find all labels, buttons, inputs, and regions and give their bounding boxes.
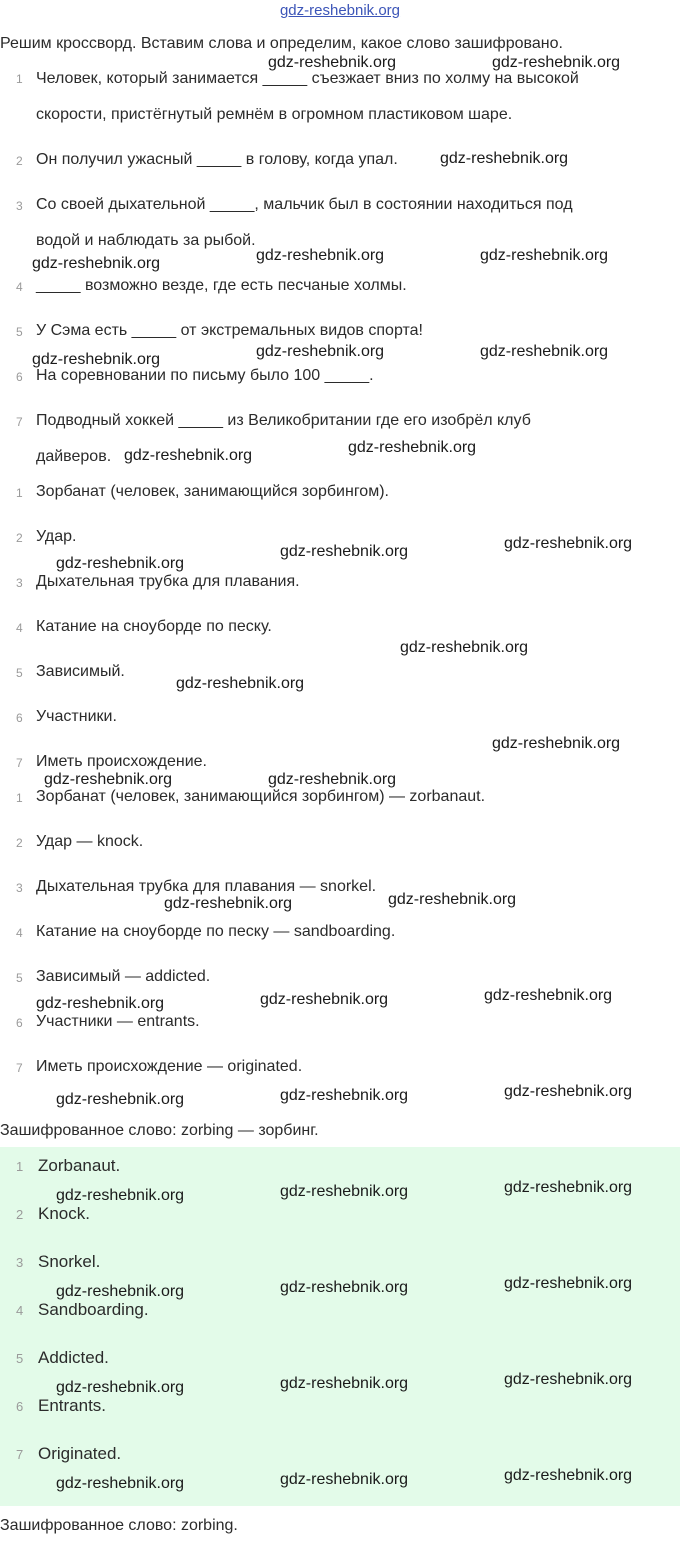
watermark: gdz-reshebnik.org xyxy=(260,991,389,1008)
watermark: gdz-reshebnik.org xyxy=(124,447,253,464)
item-number: 2 xyxy=(16,531,23,545)
item-text: Knock. xyxy=(38,1204,90,1223)
item-text: Участники. xyxy=(36,708,117,725)
watermark: gdz-reshebnik.org xyxy=(440,150,569,167)
watermark: gdz-reshebnik.org xyxy=(56,1187,185,1204)
watermark: gdz-reshebnik.org xyxy=(164,895,293,912)
watermark: gdz-reshebnik.org xyxy=(268,771,397,788)
watermark: gdz-reshebnik.org xyxy=(280,1471,409,1488)
item-text: Он получил ужасный _____ в голову, когда упал. xyxy=(36,151,398,168)
watermark: gdz-reshebnik.org xyxy=(480,247,609,264)
item-number: 5 xyxy=(16,666,23,680)
watermark: gdz-reshebnik.org xyxy=(492,735,621,752)
item-text: Удар — knock. xyxy=(36,833,144,850)
encoded-word: Зашифрованное слово: zorbing — зорбинг. xyxy=(0,1122,319,1139)
item-number: 1 xyxy=(16,486,23,500)
item-number: 2 xyxy=(16,836,23,850)
item-text: У Сэма есть _____ от экстремальных видов спорта! xyxy=(36,322,423,339)
item-number: 6 xyxy=(16,1016,23,1030)
item-number: 6 xyxy=(16,711,23,725)
item-text: Sandboarding. xyxy=(38,1300,149,1319)
item-number: 6 xyxy=(16,1399,24,1414)
watermark: gdz-reshebnik.org xyxy=(504,1467,633,1484)
watermark: gdz-reshebnik.org xyxy=(492,54,621,71)
item-text: Зависимый. xyxy=(36,663,125,680)
item-text: Подводный хоккей _____ из Великобритании где его изобрёл клуб xyxy=(36,412,531,429)
item-number: 7 xyxy=(16,1447,24,1462)
watermark: gdz-reshebnik.org xyxy=(504,1371,633,1388)
item-number: 1 xyxy=(16,1159,24,1174)
watermark: gdz-reshebnik.org xyxy=(56,1379,185,1396)
item-text: Дыхательная трубка для плавания — snorkel. xyxy=(36,878,377,895)
watermark: gdz-reshebnik.org xyxy=(400,639,529,656)
watermark: gdz-reshebnik.org xyxy=(280,1087,409,1104)
site-link[interactable]: gdz-reshebnik.org xyxy=(279,2,401,19)
item-number: 3 xyxy=(16,1255,24,1270)
item-number: 4 xyxy=(16,621,23,635)
item-number: 3 xyxy=(16,199,23,213)
watermark: gdz-reshebnik.org xyxy=(32,255,161,272)
item-text: Катание на сноуборде по песку — sandboarding. xyxy=(36,923,396,940)
watermark: gdz-reshebnik.org xyxy=(348,439,477,456)
item-number: 5 xyxy=(16,1351,24,1366)
item-number: 4 xyxy=(16,1303,24,1318)
item-number: 1 xyxy=(16,791,23,805)
item-number: 2 xyxy=(16,1207,24,1222)
item-text: _____ возможно везде, где есть песчаные холмы. xyxy=(36,277,407,294)
item-number: 2 xyxy=(16,154,23,168)
item-number: 3 xyxy=(16,576,23,590)
item-text: Zorbanaut. xyxy=(38,1156,121,1175)
watermark: gdz-reshebnik.org xyxy=(480,343,609,360)
watermark: gdz-reshebnik.org xyxy=(504,1083,633,1100)
item-text: скорости, пристёгнутый ремнём в огромном пластиковом шаре. xyxy=(36,106,513,123)
item-text: Иметь происхождение — originated. xyxy=(36,1058,303,1075)
item-text: водой и наблюдать за рыбой. xyxy=(36,232,256,249)
watermark: gdz-reshebnik.org xyxy=(280,1279,409,1296)
item-text: Зависимый — addicted. xyxy=(36,968,211,985)
watermark: gdz-reshebnik.org xyxy=(56,555,185,572)
item-number: 4 xyxy=(16,280,23,294)
item-number: 7 xyxy=(16,756,23,770)
watermark: gdz-reshebnik.org xyxy=(36,995,165,1012)
item-number: 5 xyxy=(16,325,23,339)
watermark: gdz-reshebnik.org xyxy=(504,1179,633,1196)
watermark: gdz-reshebnik.org xyxy=(484,987,613,1004)
item-text: Катание на сноуборде по песку. xyxy=(36,618,272,635)
watermark: gdz-reshebnik.org xyxy=(56,1283,185,1300)
item-text: На соревновании по письму было 100 _____. xyxy=(36,367,374,384)
intro-text: Решим кроссворд. Вставим слова и определим, какое слово зашифровано. xyxy=(0,35,563,52)
watermark: gdz-reshebnik.org xyxy=(388,891,517,908)
item-text: Дыхательная трубка для плавания. xyxy=(36,573,300,590)
item-text: Originated. xyxy=(38,1444,122,1463)
watermark: gdz-reshebnik.org xyxy=(256,343,385,360)
item-number: 1 xyxy=(16,72,23,86)
watermark: gdz-reshebnik.org xyxy=(32,351,161,368)
item-number: 6 xyxy=(16,370,23,384)
encoded-word-final: Зашифрованное слово: zorbing. xyxy=(0,1517,238,1534)
item-text: Удар. xyxy=(36,528,77,545)
watermark: gdz-reshebnik.org xyxy=(504,1275,633,1292)
item-text: Иметь происхождение. xyxy=(36,753,207,770)
watermark: gdz-reshebnik.org xyxy=(280,1183,409,1200)
item-text: Snorkel. xyxy=(38,1252,101,1271)
watermark: gdz-reshebnik.org xyxy=(268,54,397,71)
item-text: дайверов. xyxy=(36,448,112,465)
item-text: Участники — entrants. xyxy=(36,1013,200,1030)
watermark: gdz-reshebnik.org xyxy=(56,1091,185,1108)
item-number: 7 xyxy=(16,1061,23,1075)
watermark: gdz-reshebnik.org xyxy=(256,247,385,264)
watermark: gdz-reshebnik.org xyxy=(176,675,305,692)
item-number: 4 xyxy=(16,926,23,940)
watermark: gdz-reshebnik.org xyxy=(504,535,633,552)
item-text: Со своей дыхательной _____, мальчик был в состоянии находиться под xyxy=(36,196,573,213)
item-text: Entrants. xyxy=(38,1396,107,1415)
watermark: gdz-reshebnik.org xyxy=(280,543,409,560)
item-text: Человек, который занимается _____ съезжает вниз по холму на высокой xyxy=(36,70,579,87)
item-number: 5 xyxy=(16,971,23,985)
item-number: 7 xyxy=(16,415,23,429)
item-number: 3 xyxy=(16,881,23,895)
watermark: gdz-reshebnik.org xyxy=(44,771,173,788)
watermark: gdz-reshebnik.org xyxy=(280,1375,409,1392)
item-text: Зорбанат (человек, занимающийся зорбингом) — zorbanaut. xyxy=(36,788,486,805)
item-text: Зорбанат (человек, занимающийся зорбингом). xyxy=(36,483,389,500)
watermark: gdz-reshebnik.org xyxy=(56,1475,185,1492)
item-text: Addicted. xyxy=(38,1348,109,1367)
